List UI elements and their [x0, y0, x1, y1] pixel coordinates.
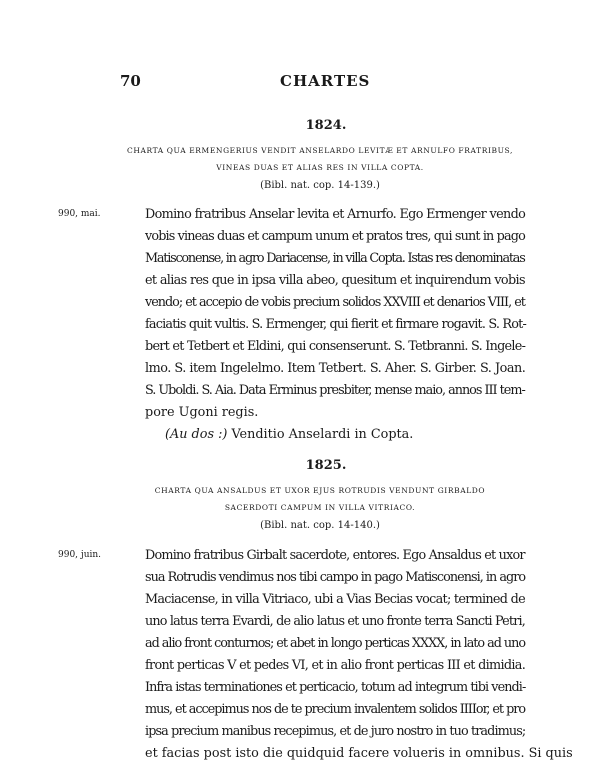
text-line: mus, et accepimus nos de te precium invalentem solidos IIIIor, et pro: [145, 702, 526, 717]
text-line: faciatis quit vultis. S. Ermenger, qui fierit et firmare rogavit. S. Rot-: [145, 317, 527, 332]
dorse-text: Venditio Anselardi in Copta.: [227, 427, 414, 442]
charter-date: 990, juin.: [58, 550, 102, 560]
text-line: bert et Tetbert et Eldini, qui consenserunt. S. Tetbranni. S. Ingele-: [145, 339, 526, 354]
page-number: 70: [120, 72, 141, 90]
text-line: uno latus terra Evardi, de alio latus et uno fronte terra Sancti Petri,: [145, 614, 525, 629]
text-line: vendo; et accepio de vobis precium solidos XXVIII et denarios VIII, et: [145, 295, 525, 310]
charter-title-line: VINEAS DUAS ET ALIAS RES IN VILLA COPTA.: [216, 163, 424, 172]
text-line: front perticas V et pedes VI, et in alio front perticas III et dimidia.: [145, 658, 526, 673]
charter-source: (Bibl. nat. cop. 14-139.): [260, 180, 380, 191]
text-line: Matisconense, in agro Dariacense, in villa Copta. Istas res denominatas: [145, 251, 525, 266]
text-line: vobis vineas duas et campum unum et pratos tres, qui sunt in pago: [145, 229, 525, 244]
dorse-label: (Au dos :): [165, 427, 228, 442]
running-title: CHARTES: [280, 72, 371, 90]
charter-title-line: CHARTA QUA ANSALDUS ET UXOR EJUS ROTRUDIS VENDUNT GIRBALDO: [154, 486, 486, 495]
text-line: ad alio front conturnos; et abet in longo perticas XXXX, in lato ad uno: [145, 636, 526, 651]
text-line: et alias res que in ipsa villa abeo, quesitum et inquirendum vobis: [145, 273, 525, 288]
charter-number: 1824.: [305, 118, 347, 133]
charter-source: (Bibl. nat. cop. 14-140.): [260, 520, 380, 531]
text-line: sua Rotrudis vendimus nos tibi campo in pago Matisconensi, in agro: [145, 570, 526, 585]
text-line: pore Ugoni regis.: [145, 405, 259, 420]
charter-number: 1825.: [305, 458, 347, 473]
text-line: Infra istas terminationes et perticacio, totum ad integrum tibi vendi-: [145, 680, 526, 695]
text-line: Domino fratribus Anselar levita et Arnurfo. Ego Ermenger vendo: [145, 207, 526, 222]
dorse-note: [165, 424, 545, 446]
charter-title-line: CHARTA QUA ERMENGERIUS VENDIT ANSELARDO LEVITÆ ET ARNULFO FRATRIBUS,: [126, 146, 513, 155]
running-head: [120, 72, 520, 94]
text-line: lmo. S. item Ingelelmo. Item Tetbert. S. Aher. S. Girber. S. Joan.: [145, 361, 526, 376]
text-line: ipsa precium manibus recepimus, et de juro nostro in tuo tradimus;: [145, 724, 526, 739]
text-line: S. Uboldi. S. Aia. Data Erminus presbiter, mense maio, annos III tem-: [145, 383, 525, 398]
charter-title-line: SACERDOTI CAMPUM IN VILLA VITRIACO.: [224, 503, 416, 512]
text-line: Domino fratribus Girbalt sacerdote, entores. Ego Ansaldus et uxor: [145, 548, 525, 563]
text-line: Maciacense, in villa Vitriaco, ubi a Vias Becias vocat; termined de: [145, 592, 525, 607]
text-line: et facias post isto die quidquid facere volueris in omnibus. Si quis: [145, 746, 573, 761]
charter-date: 990, mai.: [58, 209, 101, 219]
